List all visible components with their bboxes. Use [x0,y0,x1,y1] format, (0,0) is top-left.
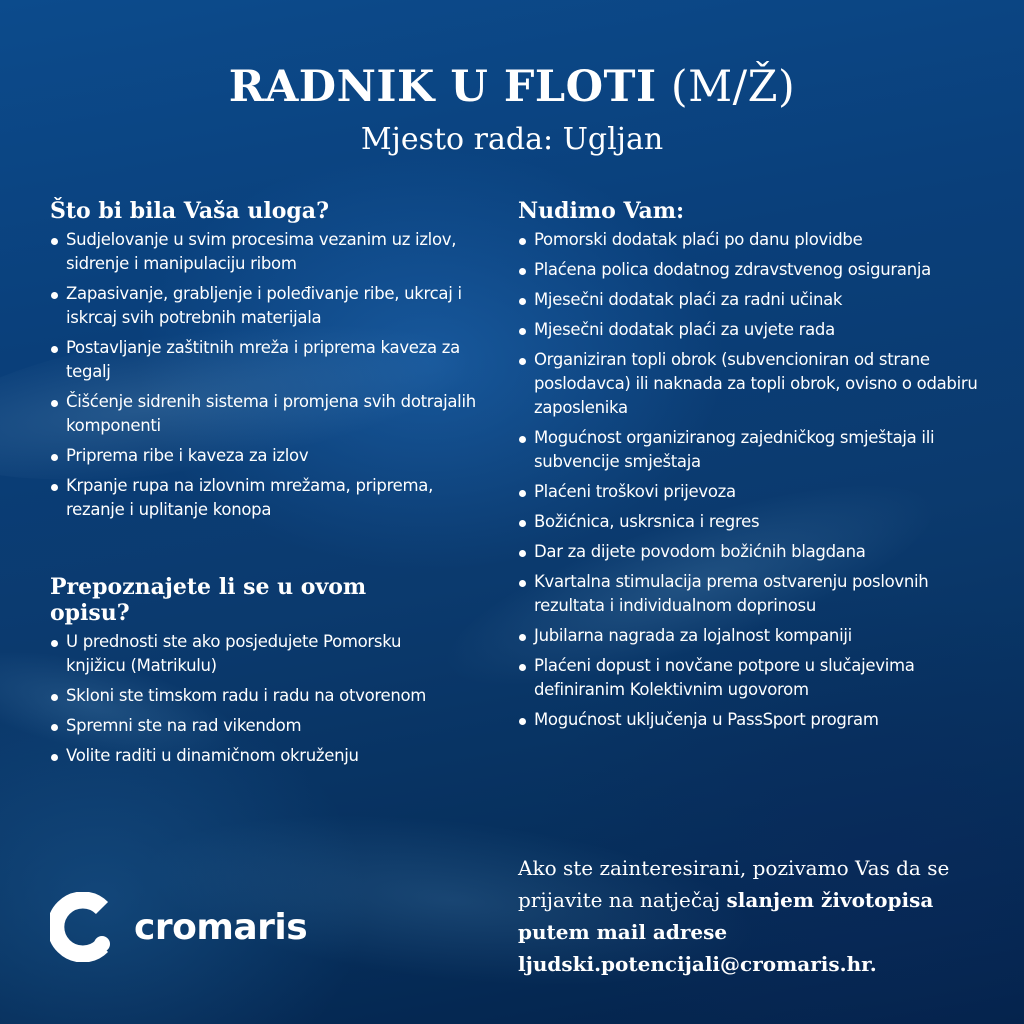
list-item: Pomorski dodatak plaći po danu plovidbe [518,228,988,252]
page-title [0,60,1024,114]
list-item: Spremni ste na rad vikendom [50,714,450,738]
application-instructions [518,852,978,980]
list-item: Plaćeni troškovi prijevoza [518,480,988,504]
title-main: RADNIK U FLOTI [228,62,657,112]
list-item: Mogućnost uključenja u PassSport program [518,708,988,732]
list-item: Jubilarna nagrada za lojalnost kompaniji [518,624,988,648]
list-item: Čišćenje sidrenih sistema i promjena svih dotrajalih komponenti [50,390,490,438]
list-item: Mjesečni dodatak plaći za radni učinak [518,288,988,312]
list-item: Volite raditi u dinamičnom okruženju [50,744,450,768]
list-item: Dar za dijete povodom božićnih blagdana [518,540,988,564]
role-list [50,228,490,522]
list-item: Krpanje rupa na izlovnim mrežama, priprema, rezanje i uplitanje konopa [50,474,490,522]
role-section [50,198,490,528]
offer-heading: Nudimo Vam: [518,198,685,224]
profile-list [50,630,450,768]
offer-list [518,228,988,732]
list-item: Organiziran topli obrok (subvencioniran od strane poslodavca) ili naknada za topli obrok, ovisno o odabiru zaposlenika [518,348,988,420]
list-item: Zapasivanje, grabljenje i polеđivanje ribe, ukrcaj i iskrcaj svih potrebnih materijala [50,282,490,330]
list-item: Mjesečni dodatak plaći za uvjete rada [518,318,988,342]
title-suffix: (M/Ž) [670,62,796,112]
profile-heading: Prepoznajete li se u ovom opisu? [50,574,367,626]
list-item: Mogućnost organiziranog zajedničkog smještaja ili subvencije smještaja [518,426,988,474]
cromaris-logo-icon [50,892,116,962]
list-item: Skloni ste timskom radu i radu na otvorenom [50,684,450,708]
profile-section [50,574,450,774]
apply-text: Ako ste zainteresirani, pozivamo Vas da se prijavite na natječaj [518,856,950,912]
list-item: Priprema ribe i kaveza za izlov [50,444,490,468]
list-item: Božićnica, uskrsnica i regres [518,510,988,534]
list-item: Plaćena polica dodatnog zdravstvenog osiguranja [518,258,988,282]
cromaris-logo [50,892,307,962]
apply-email-text[interactable]: slanjem životopisa putem mail adrese ljudski.potencijali@cromaris.hr. [518,888,934,976]
list-item: Plaćeni dopust i novčane potpore u slučajevima definiranim Kolektivnim ugovorom [518,654,988,702]
work-location: Mjesto rada: Ugljan [360,122,664,157]
list-item: Kvartalna stimulacija prema ostvarenju poslovnih rezultata i individualnom doprinosu [518,570,988,618]
role-heading: Što bi bila Vaša uloga? [50,198,329,224]
offer-section [518,198,988,738]
list-item: U prednosti ste ako posjedujete Pomorsku knjižicu (Matrikulu) [50,630,450,678]
logo-wordmark: cromaris [134,906,308,948]
list-item: Postavljanje zaštitnih mreža i priprema kaveza za tegalj [50,336,490,384]
list-item: Sudjelovanje u svim procesima vezanim uz izlov, sidrenje i manipulaciju ribom [50,228,490,276]
